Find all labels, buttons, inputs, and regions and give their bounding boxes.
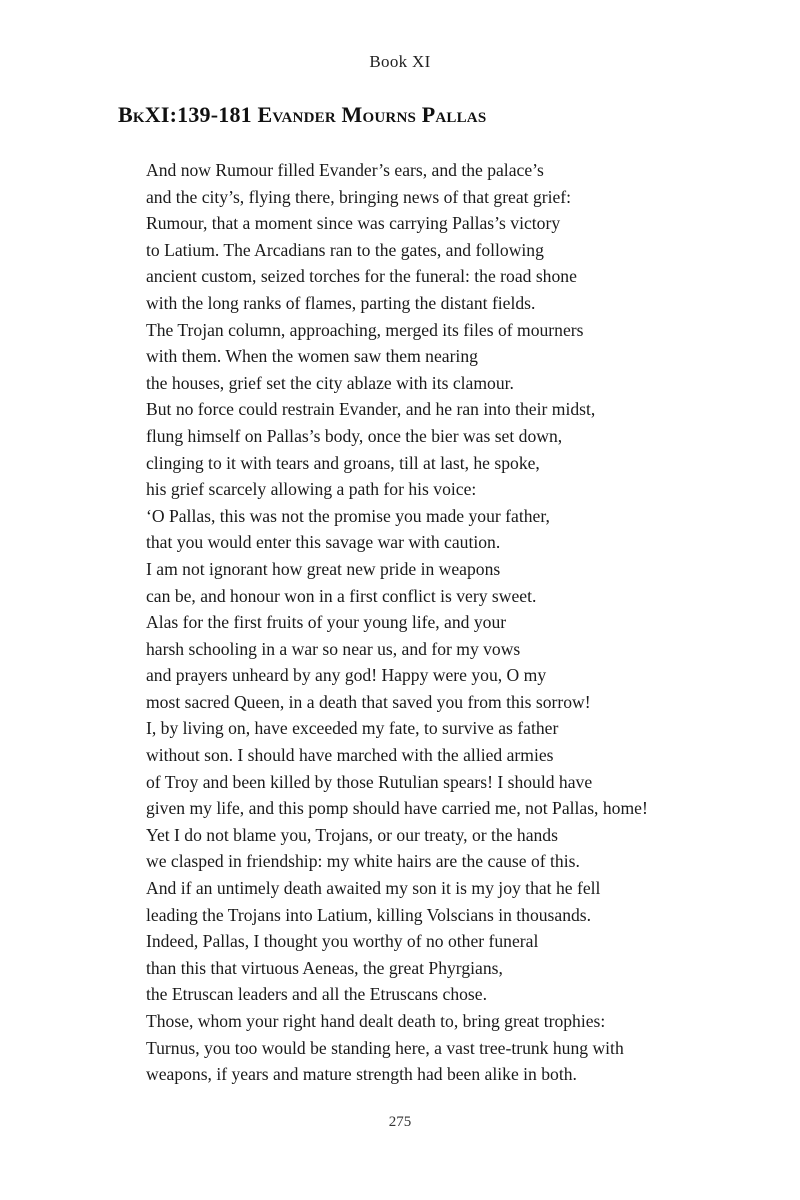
poem-line: of Troy and been killed by those Rutulian spears! I should have	[146, 771, 593, 792]
poem-line: given my life, and this pomp should have carried me, not Pallas, home!	[146, 798, 648, 819]
poem-line: than this that virtuous Aeneas, the great Phyrgians,	[146, 957, 503, 978]
poem-line: Turnus, you too would be standing here, a vast tree-trunk hung with	[146, 1037, 624, 1058]
poem-line: and the city’s, flying there, bringing news of that great grief:	[146, 186, 572, 207]
poem-line: And if an untimely death awaited my son it is my joy that he fell	[146, 878, 601, 899]
poem-line: harsh schooling in a war so near us, and for my vows	[146, 638, 521, 659]
poem-line: ancient custom, seized torches for the funeral: the road shone	[146, 266, 577, 287]
poem-line: his grief scarcely allowing a path for his voice:	[146, 479, 477, 500]
poem-line: leading the Trojans into Latium, killing Volscians in thousands.	[146, 904, 592, 925]
poem-line: most sacred Queen, in a death that saved you from this sorrow!	[146, 691, 591, 712]
poem-line: flung himself on Pallas’s body, once the bier was set down,	[146, 425, 563, 446]
poem-line: without son. I should have marched with the allied armies	[146, 745, 554, 766]
poem-line: the houses, grief set the city ablaze with its clamour.	[146, 372, 514, 393]
page-number: 275	[388, 1114, 412, 1130]
poem-line: clinging to it with tears and groans, till at last, he spoke,	[146, 452, 540, 473]
poem-line: Indeed, Pallas, I thought you worthy of no other funeral	[146, 931, 539, 952]
section-title: BkXI:139-181 Evander Mourns Pallas	[118, 102, 487, 127]
poem-line: can be, and honour won in a first conflict is very sweet.	[146, 585, 537, 606]
running-head: Book XI	[369, 52, 431, 71]
poem-line: But no force could restrain Evander, and he ran into their midst,	[146, 399, 596, 420]
poem-line: And now Rumour filled Evander’s ears, and the palace’s	[146, 160, 544, 180]
poem-line: and prayers unheard by any god! Happy were you, O my	[146, 665, 547, 686]
poem-line: with the long ranks of flames, parting the distant fields.	[146, 292, 536, 313]
poem-text	[146, 157, 746, 1088]
poem-line: I, by living on, have exceeded my fate, to survive as father	[146, 718, 559, 739]
poem-line: The Trojan column, approaching, merged its files of mourners	[146, 319, 584, 340]
poem-line: we clasped in friendship: my white hairs are the cause of this.	[146, 851, 580, 872]
poem-line: weapons, if years and mature strength had been alike in both.	[146, 1064, 577, 1085]
poem-line: Those, whom your right hand dealt death to, bring great trophies:	[146, 1011, 606, 1031]
poem-line: Yet I do not blame you, Trojans, or our treaty, or the hands	[146, 824, 558, 845]
poem-line: to Latium. The Arcadians ran to the gates, and following	[146, 239, 544, 260]
poem-line: with them. When the women saw them nearing	[146, 346, 478, 367]
poem-line: Rumour, that a moment since was carrying Pallas’s victory	[146, 213, 561, 234]
poem-line: the Etruscan leaders and all the Etruscans chose.	[146, 984, 487, 1005]
poem-line: I am not ignorant how great new pride in weapons	[146, 558, 501, 579]
poem-line: Alas for the first fruits of your young life, and your	[146, 612, 507, 633]
poem-line: that you would enter this savage war with caution.	[146, 532, 501, 553]
poem-line: ‘O Pallas, this was not the promise you made your father,	[146, 505, 550, 526]
